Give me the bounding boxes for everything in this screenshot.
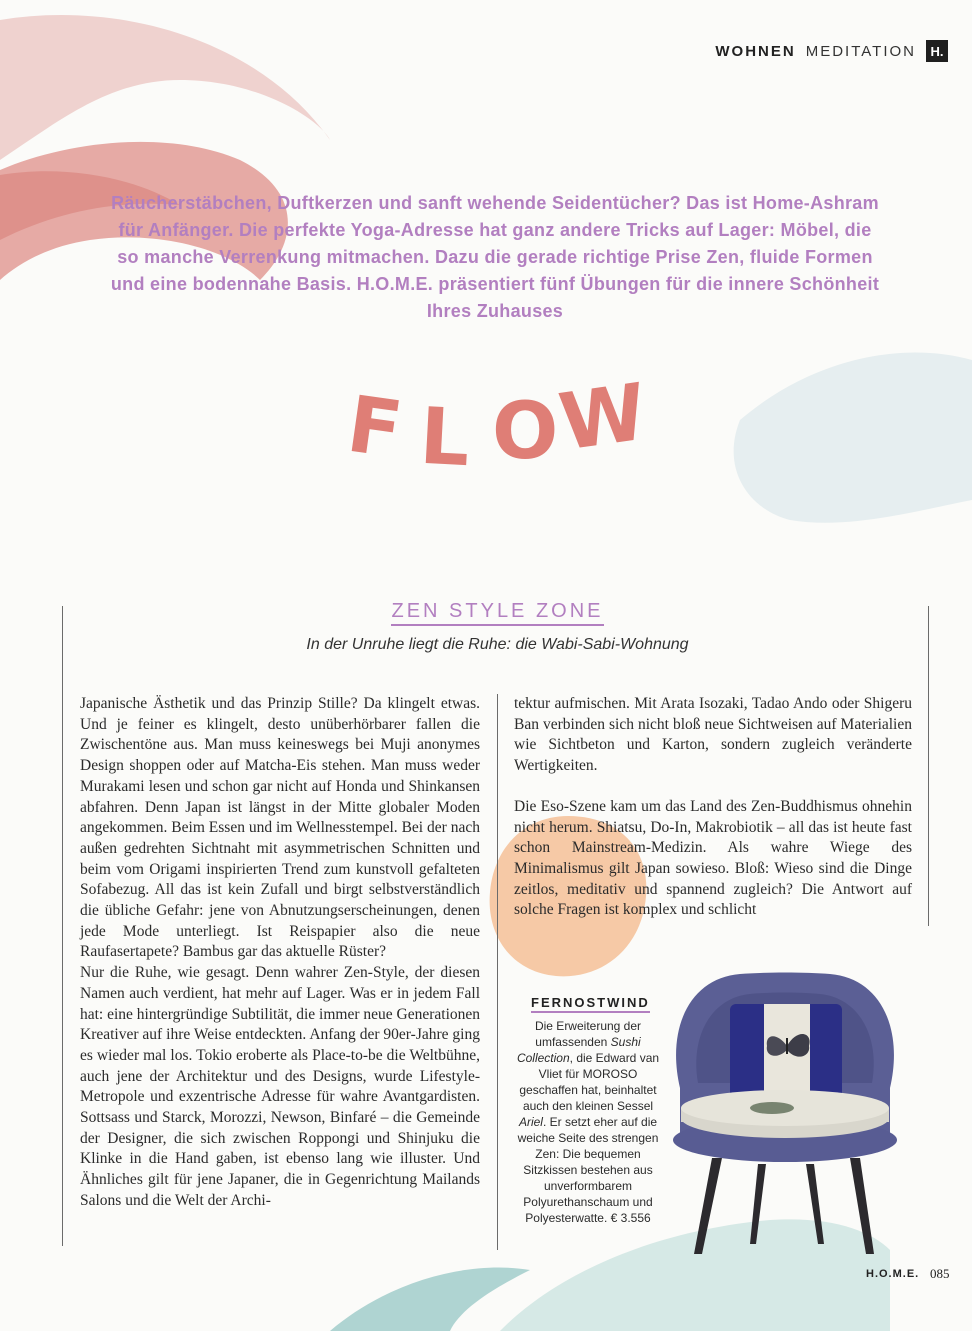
footer-brand: H.O.M.E. [866, 1268, 920, 1280]
section-header [715, 40, 948, 62]
intro-text: Räucherstäbchen, Duftkerzen und sanft wehende Seidentücher? Das ist Home-Ashram für Anfänger. Die perfekte Yoga-Adresse hat ganz andere Tricks auf Lager: Möbel, die so manche Verrenkung mitmachen. Dazu die gerade richtige Prise Zen, fluide Formen und eine bodennahe Basis. H.O.M.E. präsentiert fünf Übungen für die innere Schönheit Ihres Zuhauses [110, 193, 880, 321]
caption-text: Die Erweiterung der umfassenden Sushi Collection, die Edward van Vliet für MOROSO geschaffen hat, beinhaltet auch den kleinen Sessel Ariel. Er setzt eher auf die weiche Seite des strengen Zen: Die bequemen Sitzkissen bestehen aus unverformbarem Polyurethanschaum und Polyesterwatte. € 3.556 [516, 1019, 660, 1225]
headline-letter: F [341, 379, 408, 477]
teal-brush-stroke-top [700, 300, 972, 560]
section-title: ZEN STYLE ZONE [0, 600, 972, 623]
column-rule-left [62, 606, 63, 1246]
page-number: 085 [930, 1266, 950, 1281]
body-column-1 [80, 694, 480, 1212]
headline-letter: W [554, 367, 652, 469]
body-paragraph: Japanische Ästhetik und das Prinzip Stille? Da klingelt etwas. Und je feiner es klingelt, desto unüberhörbarer fallen die Zwischentöne aus. Man muss keineswegs bei Muji anonymes Design shoppen oder auf Matcha-Eis stehen. Man muss weder Murakami lesen und schon gar nicht auf Honda und Shinkansen abfahren. Denn Japan ist längst in der Mitte globaler Moden angekommen. Beim Essen und im Wellnesstempel. Bei der nach außen gedrehten Sichtnaht mit asymmetrischen Schnitten und beim vom Origami inspirierten Trend zum kunstvoll gefalteten Sofabezug. All das ist kein Zufall und birgt selbstverständlich die übliche Gefahr: jene von Abnutzungserscheinungen, denen jede Mode unterliegt. Ist Reispapier also die neue Raufasertapete? Bambus gar das aktuelle Rüster? [80, 695, 480, 961]
body-paragraph: Die Eso-Szene kam um das Land des Zen-Buddhismus ohnehin nicht herum. Shiatsu, Do-In, Makrobiotik – all das ist heute fast schon Mainstream-Medizin. Als wahre Wiege des Minimalismus gilt Japan sowieso. Bloß: Wieso sind die Dinge zeitlos, meditativ und spannend zugleich? Die Antwort auf solche Fragen ist komplex und schlicht [514, 797, 912, 919]
magazine-logo: H. [926, 40, 948, 62]
column-rule-middle [497, 694, 498, 1250]
body-paragraph: tektur aufmischen. Mit Arata Isozaki, Tadao Ando oder Shigeru Ban verbinden sich nicht bloß neue Sichtweisen auf Materialien wie Sichtbeton und Karton, sondern zugleich veränderte Wertigkeiten. [514, 695, 912, 775]
headline-letter: O [492, 387, 559, 477]
body-paragraph: Nur die Ruhe, wie gesagt. Denn wahrer Zen-Style, der diesen Namen auch verdient, hat mehr auf Lager. Was er in jedem Fall hat: eine hintergründige Subtilität, die immer neue Generationen Kreativer auf ihre Weise entdeckten. Anfang der 90er-Jahre ging es wieder mal los. Tokio eroberte als Place-to-be die Weltbühne, auch jene der Architektur und des Designs, wurde Lifestyle-Metropole und exzentrische Adresse für wahre Avantgardisten. Sottsass und Starck, Morozzi, Newson, Binfaré – die Gemeinde der Designer, die sich zwischen Roppongi und Shinjuku die Klinke in die Hand gaben, ist ebenso lang wie illuster. Und Ähnliches gilt für jene Japaner, die in Gegenrichtung Mailands Salons und die Welt der Archi- [80, 964, 481, 1209]
body-column-2 [514, 694, 912, 921]
armchair-image [660, 968, 910, 1258]
headline-flow [340, 367, 652, 485]
header-category: WOHNEN [715, 42, 796, 60]
column-rule-right [928, 606, 929, 926]
headline-letter: L [417, 391, 473, 485]
section-subtitle: In der Unruhe liegt die Ruhe: die Wabi-Sabi-Wohnung [306, 636, 689, 653]
header-subcategory: MEDITATION [805, 42, 916, 60]
caption-title: FERNOSTWIND [531, 995, 650, 1013]
